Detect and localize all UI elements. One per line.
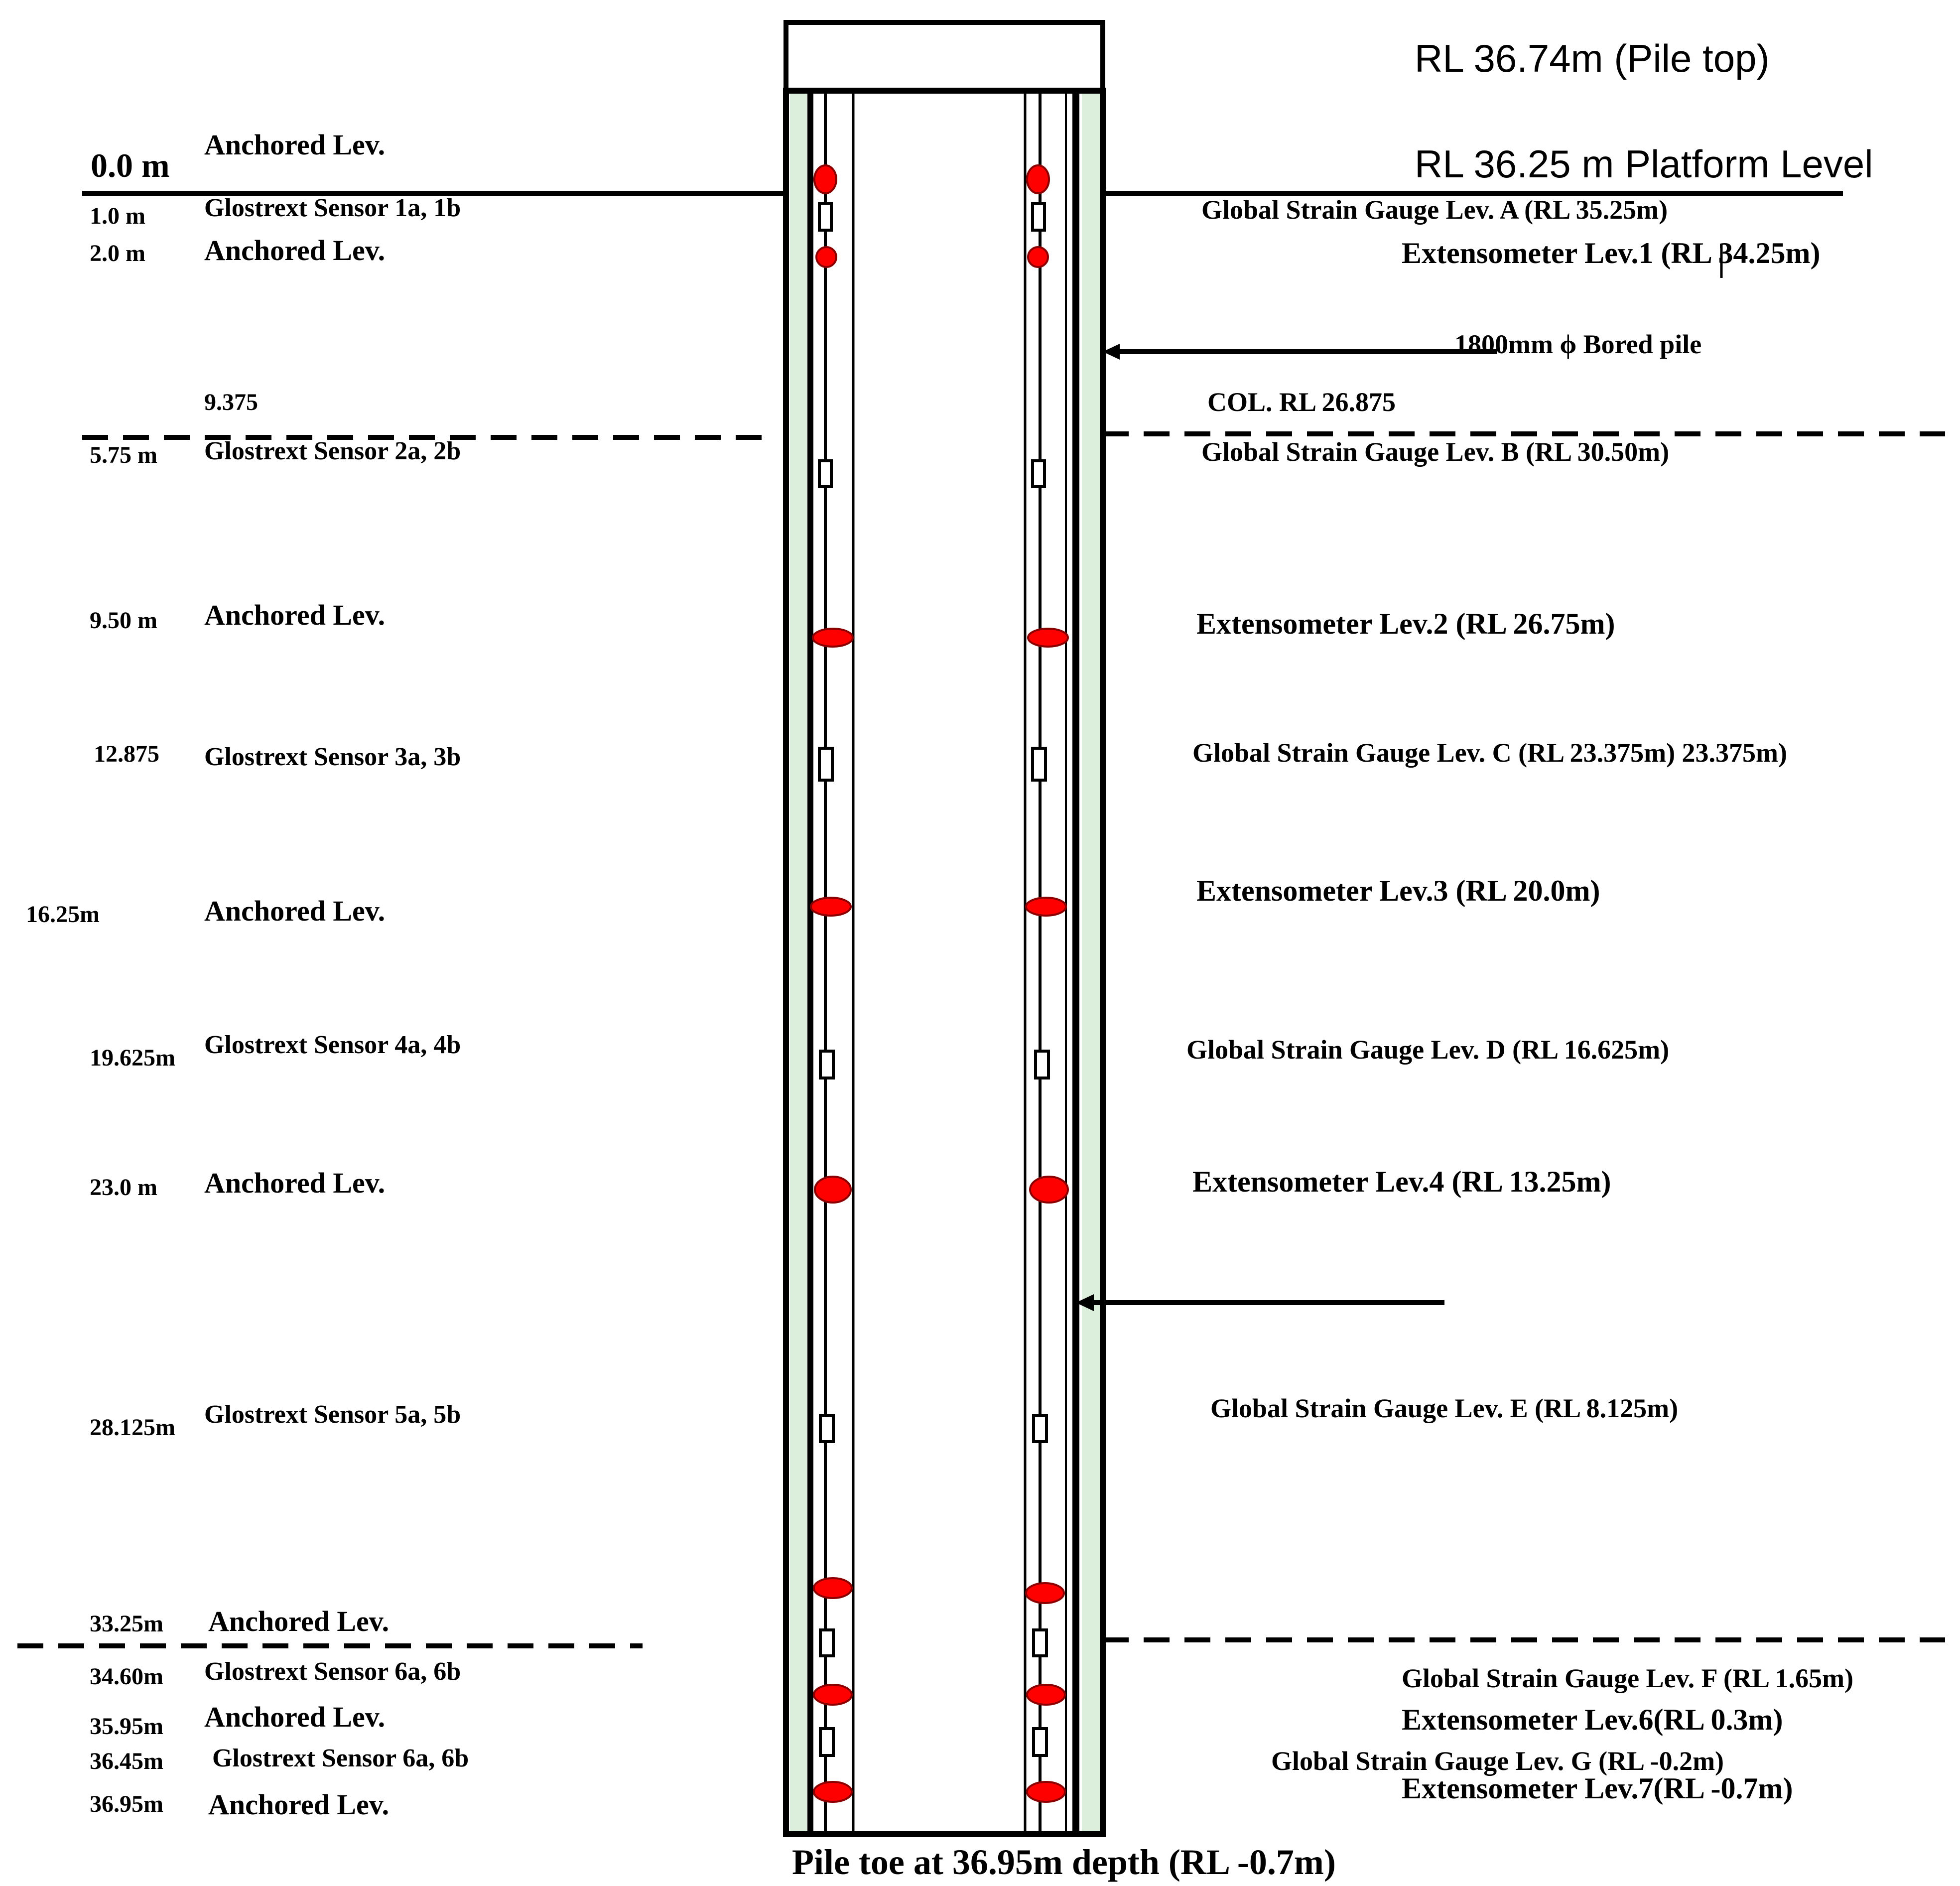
depth-label: 12.875 <box>94 741 159 767</box>
gauge-label: Global Strain Gauge Lev. B (RL 30.50m) <box>1201 437 1670 467</box>
gauge-label: Global Strain Gauge Lev. D (RL 16.625m) <box>1186 1035 1670 1065</box>
gauge-label: Global Strain Gauge Lev. G (RL -0.2m) <box>1271 1746 1724 1776</box>
pile-toe-caption: Pile toe at 36.95m depth (RL -0.7m) <box>792 1842 1336 1882</box>
extensometer-label: Extensometer Lev.7(RL -0.7m) <box>1402 1772 1793 1805</box>
depth-label: 34.60m <box>90 1663 163 1690</box>
gauge-label: Global Strain Gauge Lev. A (RL 35.25m) <box>1201 195 1668 225</box>
depth-label: 36.95m <box>90 1791 163 1817</box>
depth-label: 2.0 m <box>90 240 145 267</box>
sensor-label: Anchored Lev. <box>204 1701 386 1733</box>
extensometer-label: Extensometer Lev.3 (RL 20.0m) <box>1196 874 1600 907</box>
pile-top-label: RL 36.74m (Pile top) <box>1415 36 1770 80</box>
sensor-label: Glostrext Sensor 1a, 1b <box>204 194 461 222</box>
sensor-label: Anchored Lev. <box>204 1167 386 1199</box>
extensometer-label: Extensometer Lev.2 (RL 26.75m) <box>1196 607 1615 640</box>
pile-body <box>786 91 1103 1834</box>
depth-label: 36.45m <box>90 1748 163 1774</box>
sensor-label: Glostrext Sensor 5a, 5b <box>204 1400 461 1429</box>
depth-label: 35.95m <box>90 1713 163 1740</box>
sensor-label: Anchored Lev. <box>204 234 386 267</box>
depth-label: 33.25m <box>90 1611 163 1637</box>
left-concrete-cover <box>790 94 807 1831</box>
sensor-label: Anchored Lev. <box>204 129 386 161</box>
gauge-label: Global Strain Gauge Lev. E (RL 8.125m) <box>1210 1393 1679 1423</box>
sensor-label: Anchored Lev. <box>208 1788 390 1821</box>
sensor-label: Anchored Lev. <box>204 895 386 927</box>
sensor-label: Glostrext Sensor 3a, 3b <box>204 743 461 771</box>
sensor-label: Glostrext Sensor 6a, 6b <box>204 1657 461 1686</box>
bored-pile-arrow <box>1103 344 1497 360</box>
sensor-label: Glostrext Sensor 4a, 4b <box>204 1031 461 1059</box>
depth-label: 0.0 m <box>91 146 170 184</box>
col-depth-label: 9.375 <box>204 389 258 415</box>
extensometer-label: Extensometer Lev.1 (RL 34.25m) <box>1402 237 1821 269</box>
col-level-label: COL. RL 26.875 <box>1207 387 1396 417</box>
depth-label: 5.75 m <box>90 442 157 468</box>
sensor-label: Anchored Lev. <box>208 1605 390 1637</box>
pile-cap <box>786 22 1103 91</box>
right-concrete-cover <box>1082 94 1100 1831</box>
gauge-label: Global Strain Gauge Lev. F (RL 1.65m) <box>1402 1663 1854 1693</box>
depth-label: 1.0 m <box>90 203 145 229</box>
depth-label: 16.25m <box>26 901 100 928</box>
depth-label: 9.50 m <box>90 607 157 634</box>
depth-label: 28.125m <box>90 1414 175 1441</box>
sensor-label: Glostrext Sensor 2a, 2b <box>204 437 461 465</box>
platform-level-label: RL 36.25 m Platform Level <box>1415 142 1873 186</box>
gauge-label: Global Strain Gauge Lev. C (RL 23.375m) 23.375m) <box>1192 738 1788 768</box>
extensometer-label: Extensometer Lev.4 (RL 13.25m) <box>1192 1165 1611 1198</box>
depth-label: 23.0 m <box>90 1174 157 1201</box>
extensometer-label: Extensometer Lev.6(RL 0.3m) <box>1402 1703 1783 1736</box>
sensor-label: Anchored Lev. <box>204 599 386 631</box>
mid-pile-arrow <box>1076 1294 1444 1311</box>
bored-pile-label: 1800mm ϕ Bored pile <box>1454 329 1702 359</box>
depth-label: 19.625m <box>90 1045 175 1071</box>
sensor-label: Glostrext Sensor 6a, 6b <box>212 1744 469 1772</box>
